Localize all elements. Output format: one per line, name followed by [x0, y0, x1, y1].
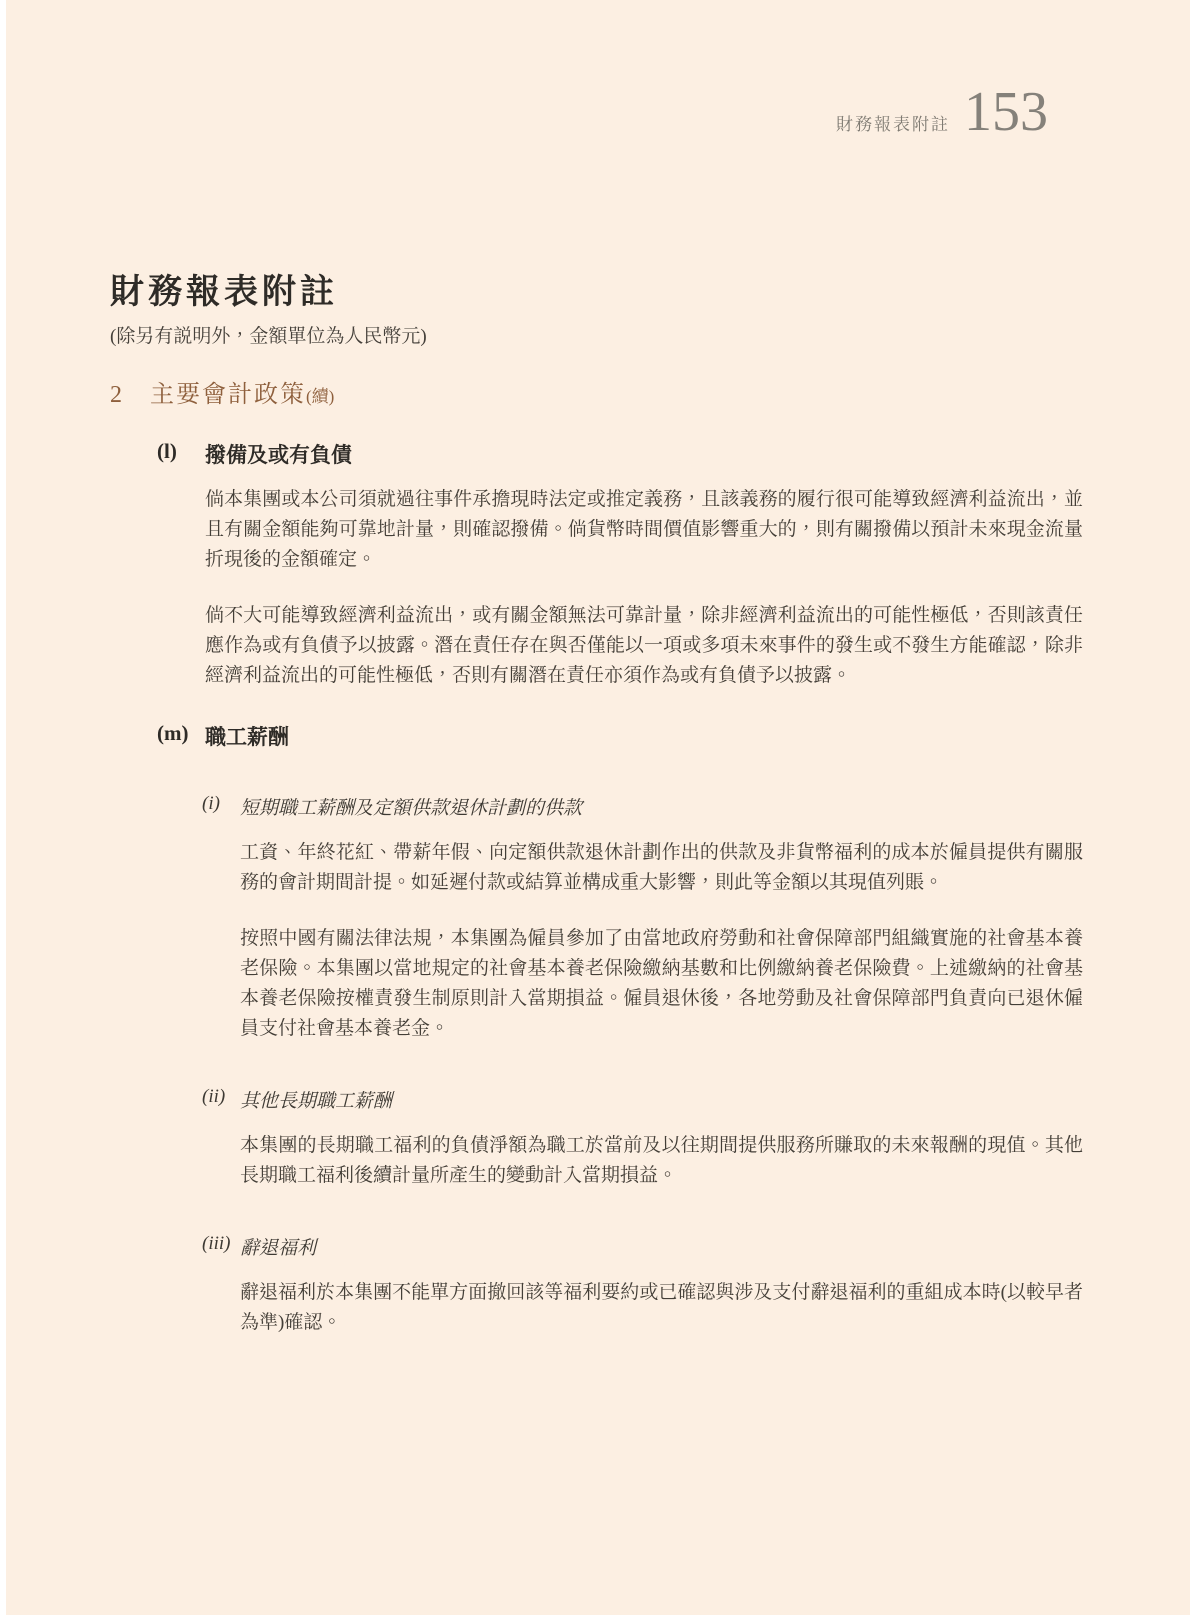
- item-heading: [202, 1233, 1083, 1260]
- paragraph: 辭退福利於本集團不能單方面撤回該等福利要約或已確認與涉及支付辭退福利的重組成本時(以較早者為準)確認。: [240, 1282, 1083, 1333]
- subsection-label: (l): [157, 439, 177, 463]
- section-title: 主要會計政策: [150, 382, 306, 408]
- item-i: [202, 793, 1083, 1044]
- subsection-body: [205, 485, 1083, 691]
- subsection-label: (m): [157, 721, 189, 745]
- section-title-wrap: [150, 374, 334, 409]
- running-header-section-label: 財務報表附註: [836, 115, 950, 134]
- subsection-heading: [157, 721, 1083, 751]
- item-heading: [202, 1086, 1083, 1113]
- page-left-edge: [0, 0, 6, 1615]
- paragraph: 工資、年終花紅、帶薪年假、向定額供款退休計劃作出的供款及非貨幣福利的成本於僱員提供有關服務的會計期間計提。如延遲付款或結算並構成重大影響，則此等金額以其現值列賬。: [240, 842, 1083, 893]
- item-body: [240, 1131, 1083, 1191]
- item-body: [240, 1278, 1083, 1338]
- page-number: 153: [964, 81, 1048, 143]
- subsection-l: [157, 439, 1083, 691]
- section-continued-suffix: (續): [306, 387, 335, 406]
- paragraph: 倘本集團或本公司須就過往事件承擔現時法定或推定義務，且該義務的履行很可能導致經濟利益流出，並且有關金額能夠可靠地計量，則確認撥備。倘貨幣時間價值影響重大的，則有關撥備以預計未來現金流量折現後的金額確定。: [205, 489, 1083, 570]
- item-title: 其他長期職工薪酬: [240, 1091, 393, 1112]
- item-title: 辭退福利: [240, 1238, 317, 1259]
- subsection-heading: [157, 439, 1083, 469]
- item-iii: [202, 1233, 1083, 1338]
- running-header: [0, 0, 1190, 143]
- subsection-m: [157, 721, 1083, 1338]
- section-number: 2: [110, 382, 122, 408]
- subsection-title: 撥備及或有負債: [205, 443, 352, 467]
- main-content: [0, 264, 1190, 1338]
- item-body: [240, 838, 1083, 1044]
- item-label: (iii): [202, 1233, 231, 1254]
- document-title: 財務報表附註: [110, 274, 338, 311]
- item-title: 短期職工薪酬及定額供款退休計劃的供款: [240, 798, 583, 819]
- item-ii: [202, 1086, 1083, 1191]
- item-heading: [202, 793, 1083, 820]
- item-label: (i): [202, 793, 220, 814]
- paragraph: 倘不大可能導致經濟利益流出，或有關金額無法可靠計量，除非經濟利益流出的可能性極低，否則該責任應作為或有負債予以披露。潛在責任存在與否僅能以一項或多項未來事件的發生或不發生方能確認，除非經濟利益流出的可能性極低，否則有關潛在責任亦須作為或有負債予以披露。: [205, 605, 1083, 686]
- paragraph: 本集團的長期職工福利的負債淨額為職工於當前及以往期間提供服務所賺取的未來報酬的現值。其他長期職工福利後續計量所產生的變動計入當期損益。: [240, 1135, 1083, 1186]
- paragraph: 按照中國有關法律法規，本集團為僱員參加了由當地政府勞動和社會保障部門組織實施的社會基本養老保險。本集團以當地規定的社會基本養老保險繳納基數和比例繳納養老保險費。上述繳納的社會基本養老保險按權責發生制原則計入當期損益。僱員退休後，各地勞動及社會保障部門負責向已退休僱員支付社會基本養老金。: [240, 928, 1083, 1039]
- section-heading: [110, 374, 1083, 409]
- subsection-title: 職工薪酬: [205, 725, 289, 749]
- document-subtitle: (除另有説明外，金額單位為人民幣元): [110, 326, 427, 347]
- item-label: (ii): [202, 1086, 226, 1107]
